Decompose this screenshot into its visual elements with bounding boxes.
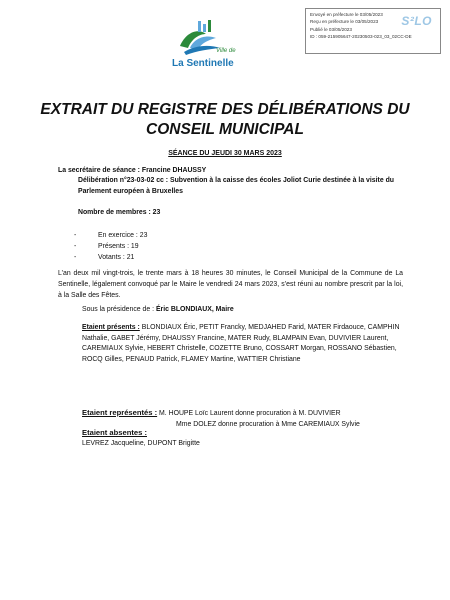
presidence-name: Éric BLONDIAUX, Maire <box>155 306 234 313</box>
stamp-line-recu: Reçu en préfecture le 03/05/2023 <box>310 19 379 25</box>
representes-block <box>82 407 422 430</box>
list-item <box>74 252 147 263</box>
absentes-label: Etaient absentes : <box>82 428 147 437</box>
absentes-block <box>82 428 200 449</box>
deliberation-title: Délibération n°23-03-02 cc : Subvention à la caisse des écoles Joliot Curie destinée à la visite du Parlement européen à Bruxelles <box>78 177 395 195</box>
stamp-line-id: ID : 059-215905647-20230503-023_03_02CC-DE <box>310 34 412 40</box>
convocation-paragraph: L’an deux mil vingt-trois, le trente mars à 18 heures 30 minutes, le Conseil Municipal de la Commune de La Sentinelle, légalement convoqué par le Maire le vendredi 24 mars 2023, s’est réuni au nombre prescrit par la loi, à la Salle des Fêtes. <box>58 270 403 299</box>
logo-ville-label: Ville de <box>216 48 236 54</box>
presidence-prefix: Sous la présidence de : <box>82 306 156 313</box>
absentes-names: LEVREZ Jacqueline, DUPONT Brigitte <box>82 439 200 447</box>
bullet-dash: - <box>74 243 77 250</box>
seance-date: SÉANCE DU JEUDI 30 MARS 2023 <box>168 150 282 157</box>
presents-names: BLONDIAUX Éric, PETIT Francky, MEDJAHED Farid, MATER Firdaouce, CAMPHIN Nathalie, GABET Jérémy, DHAUSSY Francine, MATER Rudy, BLAMPAIN Evan, DUVIVIER Laurent, CAREMIAUX Sylvie, HEBERT Christelle, COZETTE Bruno, COSSART Morgan, ROSSANO Sébastien, ROCQ Gilles, PENAUD Patrick, FLAMEY Martine, WATTIER Christiane <box>82 324 400 363</box>
members-count-list <box>74 230 147 263</box>
stamp-line-envoye: Envoyé en préfecture le 03/05/2023 <box>310 12 383 17</box>
bullet-dash: - <box>74 254 77 261</box>
list-item <box>74 241 147 252</box>
prefecture-stamp <box>305 8 441 54</box>
procuration-line-1 <box>82 407 422 419</box>
en-exercice-count: En exercice : 23 <box>98 232 148 239</box>
procuration-2: Mme DOLEZ donne procuration à Mme CAREMIAUX Sylvie <box>176 421 360 428</box>
nombre-de-membres: Nombre de membres : 23 <box>78 209 161 216</box>
stamp-line-publie: Publié le 03/05/2023 <box>310 26 352 32</box>
presidence-line <box>82 305 234 316</box>
secretaire-de-seance: La secrétaire de séance : Francine DHAUSSY <box>58 167 207 174</box>
bullet-dash: - <box>74 232 77 239</box>
la-sentinelle-logo <box>172 18 250 74</box>
logo-brand-name: La Sentinelle <box>172 58 234 69</box>
stamp-slo-logo: S²LO <box>401 14 432 28</box>
list-item <box>74 230 147 241</box>
votants-count: Votants : 21 <box>98 254 135 261</box>
representes-label: Etaient représentés : <box>82 408 158 417</box>
document-title: EXTRAIT DU REGISTRE DES DÉLIBÉRATIONS DU CONSEIL MUNICIPAL <box>40 101 410 138</box>
procuration-1: M. HOUPE Loïc Laurent donne procuration à M. DUVIVIER <box>157 410 341 417</box>
presents-label: Etaient présents : <box>82 324 140 331</box>
presents-block <box>82 323 412 365</box>
presents-count: Présents : 19 <box>98 243 139 250</box>
